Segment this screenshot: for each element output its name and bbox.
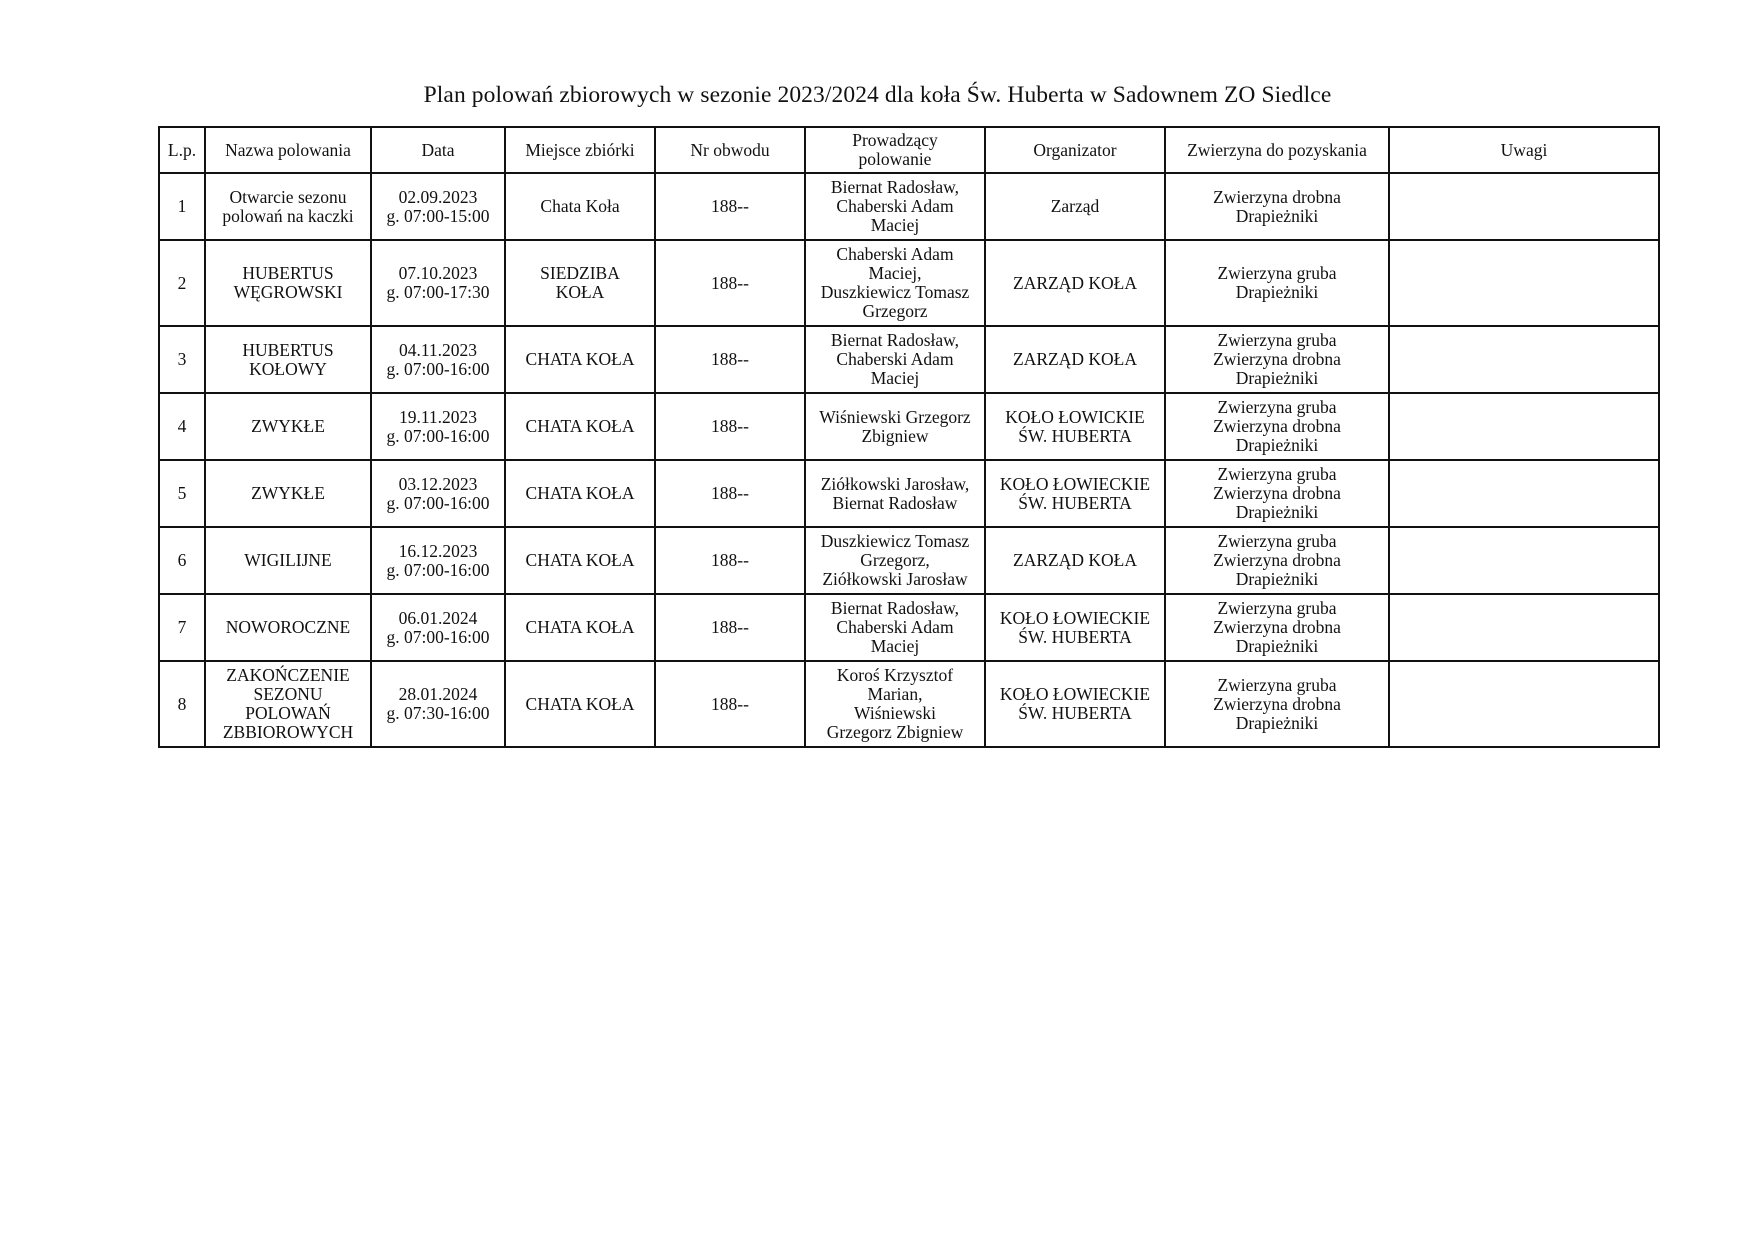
cell-prowadzacy: Biernat Radosław, Chaberski Adam Maciej: [805, 594, 985, 661]
cell-prowadzacy: Koroś Krzysztof Marian, Wiśniewski Grzegorz Zbigniew: [805, 661, 985, 747]
cell-prowadzacy: Ziółkowski Jarosław, Biernat Radosław: [805, 460, 985, 527]
cell-data: 28.01.2024 g. 07:30-16:00: [371, 661, 505, 747]
hunt-plan-table: [158, 126, 1660, 748]
cell-zwierzyna: Zwierzyna gruba Zwierzyna drobna Drapieżniki: [1165, 661, 1389, 747]
cell-uwagi: [1389, 594, 1659, 661]
table-body: [159, 173, 1659, 747]
cell-obwod: 188--: [655, 393, 805, 460]
cell-organizator: Zarząd: [985, 173, 1165, 240]
cell-organizator: KOŁO ŁOWICKIE ŚW. HUBERTA: [985, 393, 1165, 460]
cell-nazwa: ZAKOŃCZENIE SEZONU POLOWAŃ ZBBIOROWYCH: [205, 661, 371, 747]
cell-prowadzacy: Chaberski Adam Maciej, Duszkiewicz Tomasz Grzegorz: [805, 240, 985, 326]
cell-data: 19.11.2023 g. 07:00-16:00: [371, 393, 505, 460]
table-row: [159, 460, 1659, 527]
header-prowadzacy: Prowadzący polowanie: [805, 127, 985, 173]
cell-data: 02.09.2023 g. 07:00-15:00: [371, 173, 505, 240]
cell-lp: 6: [159, 527, 205, 594]
cell-uwagi: [1389, 527, 1659, 594]
cell-organizator: ZARZĄD KOŁA: [985, 527, 1165, 594]
cell-lp: 4: [159, 393, 205, 460]
cell-uwagi: [1389, 661, 1659, 747]
cell-zwierzyna: Zwierzyna drobna Drapieżniki: [1165, 173, 1389, 240]
cell-obwod: 188--: [655, 594, 805, 661]
table-row: [159, 661, 1659, 747]
table-row: [159, 173, 1659, 240]
cell-prowadzacy: Wiśniewski Grzegorz Zbigniew: [805, 393, 985, 460]
cell-miejsce: Chata Koła: [505, 173, 655, 240]
cell-zwierzyna: Zwierzyna gruba Zwierzyna drobna Drapieżniki: [1165, 527, 1389, 594]
table-row: [159, 240, 1659, 326]
cell-data: 16.12.2023 g. 07:00-16:00: [371, 527, 505, 594]
cell-nazwa: ZWYKŁE: [205, 393, 371, 460]
cell-uwagi: [1389, 460, 1659, 527]
header-organizator: Organizator: [985, 127, 1165, 173]
table-row: [159, 326, 1659, 393]
cell-uwagi: [1389, 326, 1659, 393]
cell-miejsce: CHATA KOŁA: [505, 460, 655, 527]
header-miejsce: Miejsce zbiórki: [505, 127, 655, 173]
header-uwagi: Uwagi: [1389, 127, 1659, 173]
cell-miejsce: CHATA KOŁA: [505, 661, 655, 747]
cell-nazwa: HUBERTUS KOŁOWY: [205, 326, 371, 393]
header-lp: L.p.: [159, 127, 205, 173]
cell-lp: 7: [159, 594, 205, 661]
page-title: Plan polowań zbiorowych w sezonie 2023/2024 dla koła Św. Huberta w Sadownem ZO Siedlce: [423, 82, 1332, 108]
cell-obwod: 188--: [655, 326, 805, 393]
cell-obwod: 188--: [655, 527, 805, 594]
cell-prowadzacy: Biernat Radosław, Chaberski Adam Maciej: [805, 173, 985, 240]
header-obwod: Nr obwodu: [655, 127, 805, 173]
cell-uwagi: [1389, 240, 1659, 326]
cell-zwierzyna: Zwierzyna gruba Zwierzyna drobna Drapieżniki: [1165, 326, 1389, 393]
cell-data: 04.11.2023 g. 07:00-16:00: [371, 326, 505, 393]
table-header-row: [159, 127, 1659, 173]
cell-nazwa: WIGILIJNE: [205, 527, 371, 594]
cell-obwod: 188--: [655, 460, 805, 527]
cell-zwierzyna: Zwierzyna gruba Zwierzyna drobna Drapieżniki: [1165, 393, 1389, 460]
cell-nazwa: HUBERTUS WĘGROWSKI: [205, 240, 371, 326]
cell-lp: 5: [159, 460, 205, 527]
table-row: [159, 393, 1659, 460]
cell-data: 03.12.2023 g. 07:00-16:00: [371, 460, 505, 527]
cell-uwagi: [1389, 393, 1659, 460]
table-row: [159, 527, 1659, 594]
cell-data: 07.10.2023 g. 07:00-17:30: [371, 240, 505, 326]
cell-zwierzyna: Zwierzyna gruba Drapieżniki: [1165, 240, 1389, 326]
header-zwierzyna: Zwierzyna do pozyskania: [1165, 127, 1389, 173]
cell-zwierzyna: Zwierzyna gruba Zwierzyna drobna Drapieżniki: [1165, 594, 1389, 661]
cell-miejsce: CHATA KOŁA: [505, 594, 655, 661]
cell-organizator: ZARZĄD KOŁA: [985, 326, 1165, 393]
cell-organizator: KOŁO ŁOWIECKIE ŚW. HUBERTA: [985, 460, 1165, 527]
cell-prowadzacy: Biernat Radosław, Chaberski Adam Maciej: [805, 326, 985, 393]
cell-miejsce: SIEDZIBA KOŁA: [505, 240, 655, 326]
cell-miejsce: CHATA KOŁA: [505, 326, 655, 393]
cell-obwod: 188--: [655, 661, 805, 747]
cell-organizator: KOŁO ŁOWIECKIE ŚW. HUBERTA: [985, 594, 1165, 661]
cell-miejsce: CHATA KOŁA: [505, 393, 655, 460]
cell-nazwa: NOWOROCZNE: [205, 594, 371, 661]
header-data: Data: [371, 127, 505, 173]
table-row: [159, 594, 1659, 661]
cell-organizator: KOŁO ŁOWIECKIE ŚW. HUBERTA: [985, 661, 1165, 747]
cell-lp: 1: [159, 173, 205, 240]
cell-lp: 3: [159, 326, 205, 393]
cell-data: 06.01.2024 g. 07:00-16:00: [371, 594, 505, 661]
cell-prowadzacy: Duszkiewicz Tomasz Grzegorz, Ziółkowski Jarosław: [805, 527, 985, 594]
cell-obwod: 188--: [655, 173, 805, 240]
cell-zwierzyna: Zwierzyna gruba Zwierzyna drobna Drapieżniki: [1165, 460, 1389, 527]
cell-nazwa: ZWYKŁE: [205, 460, 371, 527]
cell-lp: 2: [159, 240, 205, 326]
cell-lp: 8: [159, 661, 205, 747]
header-nazwa: Nazwa polowania: [205, 127, 371, 173]
cell-miejsce: CHATA KOŁA: [505, 527, 655, 594]
cell-organizator: ZARZĄD KOŁA: [985, 240, 1165, 326]
cell-nazwa: Otwarcie sezonu polowań na kaczki: [205, 173, 371, 240]
cell-uwagi: [1389, 173, 1659, 240]
cell-obwod: 188--: [655, 240, 805, 326]
